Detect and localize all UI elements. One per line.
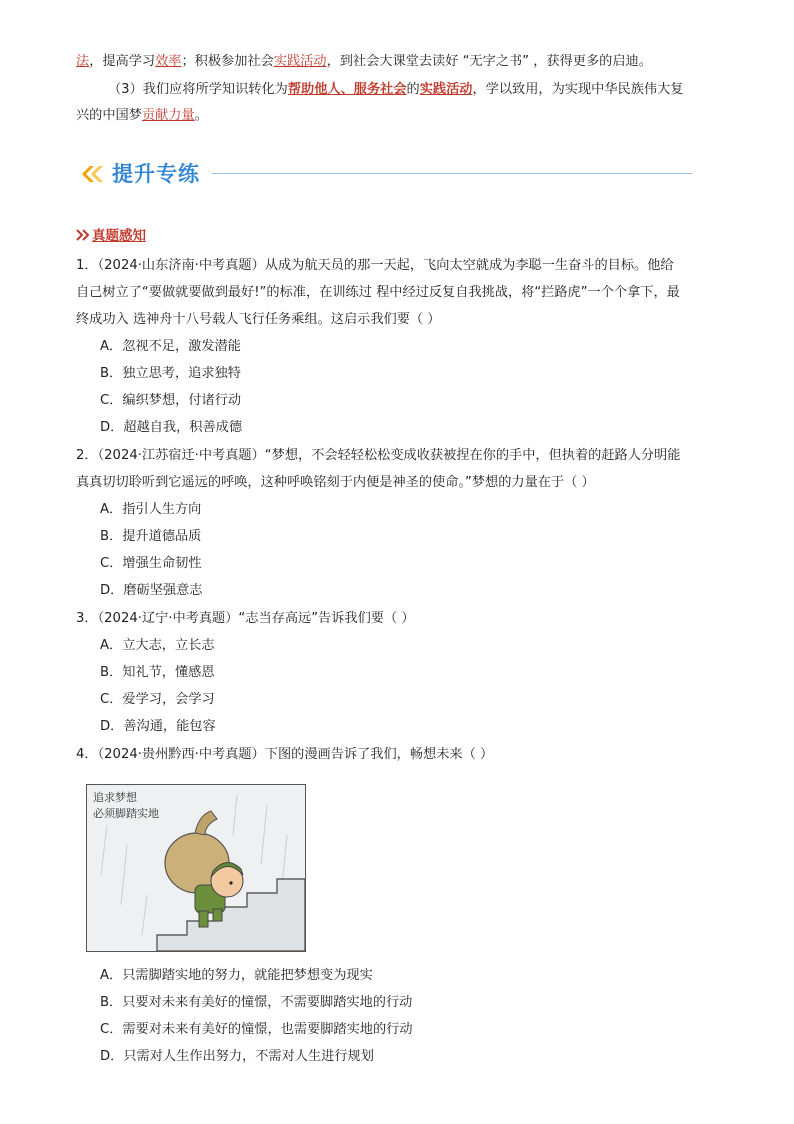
question-2-option: B．提升道德品质 xyxy=(100,529,202,544)
highlight-text: 实践活动 xyxy=(273,54,327,69)
section-heading xyxy=(80,156,692,192)
cartoon-image xyxy=(86,784,306,952)
cartoon-drawing xyxy=(87,785,305,951)
highlight-text: 法 xyxy=(76,54,90,69)
highlight-text: 效率 xyxy=(155,54,182,69)
question-4-option: B．只要对未来有美好的憧憬，不需要脚踏实地的行动 xyxy=(100,995,413,1010)
question-4-option: A．只需脚踏实地的努力，就能把梦想变为现实 xyxy=(100,968,373,983)
question-2-option: D．磨砺坚强意志 xyxy=(100,583,203,598)
highlight-text: 贡献力量 xyxy=(141,108,195,123)
question-3-option: C．爱学习，会学习 xyxy=(100,692,215,707)
section-divider xyxy=(212,173,692,174)
cartoon-caption: 必须脚踏实地 xyxy=(93,807,159,820)
intro-line-1: 法，提高学习效率；积极参加社会实践活动，到社会大课堂去读好 “无字之书” ，获得更多的启迪。 xyxy=(76,54,652,69)
intro-line-2: （3）我们应将所学知识转化为帮助他人、服务社会的实践活动，学以致用，为实现中华民族伟大复 xyxy=(108,82,684,97)
highlight-text: 帮助他人、服务社会 xyxy=(287,82,407,97)
double-arrow-icon xyxy=(76,226,92,244)
question-1-line: 终成功入 选神舟十八号载人飞行任务乘组。这启示我们要（ ） xyxy=(76,312,441,327)
question-1-option: B．独立思考，追求独特 xyxy=(100,366,241,381)
question-2-line: 2．（2024·江苏宿迁·中考真题）“梦想，不会轻轻松松变成收获被捏在你的手中，但执着的赶路人分明能 xyxy=(76,448,681,463)
question-2-option: C．增强生命韧性 xyxy=(100,556,202,571)
question-1-line: 自己树立了“要做就要做到最好!”的标准，在训练过 程中经过反复自我挑战，将“拦路虎”一个个拿下，最 xyxy=(76,285,680,300)
question-1-option: D．超越自我，积善成德 xyxy=(100,420,243,435)
question-3-option: D．善沟通，能包容 xyxy=(100,719,216,734)
question-2-line: 真真切切聆听到它遥远的呼唤，这种呼唤铭刻于内便是神圣的使命。”梦想的力量在于（ ） xyxy=(76,475,595,490)
question-1-option: C．编织梦想，付诸行动 xyxy=(100,393,242,408)
intro-line-3: 兴的中国梦贡献力量。 xyxy=(76,108,208,123)
question-4-line: 4．（2024·贵州黔西·中考真题）下图的漫画告诉了我们，畅想未来（ ） xyxy=(76,747,494,762)
question-1-option: A．忽视不足，激发潜能 xyxy=(100,339,241,354)
double-chevron-icon xyxy=(80,162,106,186)
question-4-option: D．只需对人生作出努力，不需对人生进行规划 xyxy=(100,1049,374,1064)
question-4-option: C．需要对未来有美好的憧憬，也需要脚踏实地的行动 xyxy=(100,1022,413,1037)
question-1-line: 1．（2024·山东济南·中考真题）从成为航天员的那一天起，飞向太空就成为李聪一生奋斗的目标。他给 xyxy=(76,258,674,273)
question-3-line: 3．（2024·辽宁·中考真题）“志当存高远”告诉我们要（ ） xyxy=(76,611,415,626)
question-3-option: B．知礼节，懂感恩 xyxy=(100,665,215,680)
question-2-option: A．指引人生方向 xyxy=(100,502,202,517)
section-title: 提升专练 xyxy=(112,162,200,186)
cartoon-caption: 追求梦想 xyxy=(93,791,137,804)
highlight-text: 实践活动 xyxy=(419,82,473,97)
question-3-option: A．立大志，立长志 xyxy=(100,638,215,653)
subsection-title: 真题感知 xyxy=(92,228,146,244)
